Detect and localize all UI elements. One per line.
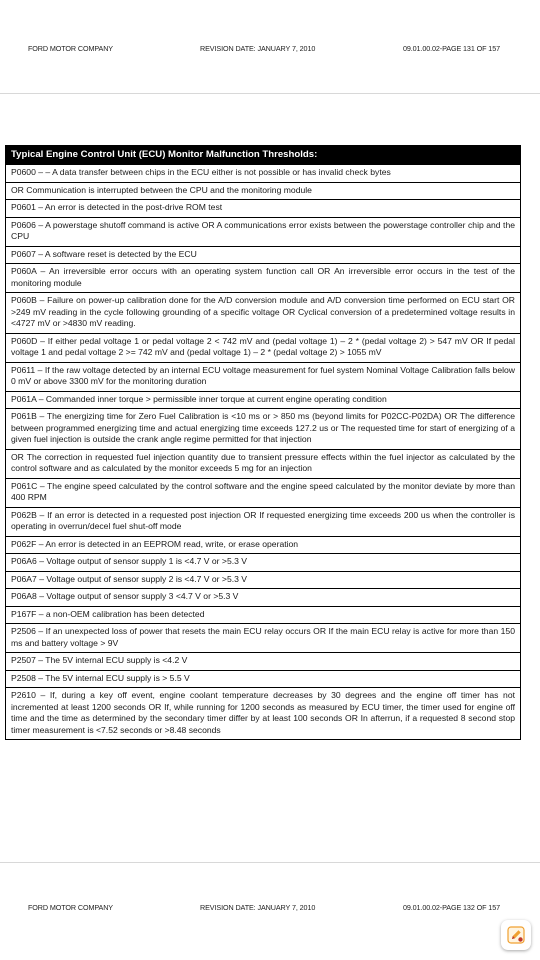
table-row: P0611 – If the raw voltage detected by an internal ECU voltage measurement for fuel system Nominal Voltage Calibration falls below 0 mV or above 3300 mV for the monitoring duration xyxy=(6,362,520,391)
table-row: P061C – The engine speed calculated by the control software and the engine speed calculated by the monitor deviate by more than 400 RPM xyxy=(6,478,520,507)
table-row: P0606 – A powerstage shutoff command is active OR A communications error exists between the powerstage controller chip and the CPU xyxy=(6,217,520,246)
table-row: P060D – If either pedal voltage 1 or pedal voltage 2 < 742 mV and (pedal voltage 1) – 2 * (pedal voltage 2) > 547 mV OR If pedal voltage 1 and pedal voltage 2 >= 742 mV and (pedal voltage 1) – 2 * (pedal voltage 2) > 1055 mV xyxy=(6,333,520,362)
table-row: P167F – a non-OEM calibration has been detected xyxy=(6,606,520,624)
table-row: P060B – Failure on power-up calibration done for the A/D conversion module and A/D conversion time performed on ECU start OR >249 mV reading in the cycle following grounding of a specific voltage OR Cyclical conversion of a predetermined voltage results in <4727 mV or >4830 mV reading. xyxy=(6,292,520,333)
page-separator-top xyxy=(0,93,540,94)
table-row: P061A – Commanded inner torque > permissible inner torque at current engine operating condition xyxy=(6,391,520,409)
header-page-number: 09.01.00.02-PAGE 131 OF 157 xyxy=(402,44,500,53)
table-row: P061B – The energizing time for Zero Fuel Calibration is <10 ms or > 850 ms (beyond limits for P02CC-P02DA) OR The difference between programmed energizing time and actual energizing time exceeds 127.2 us or The requested time for start of energizing of a given fuel injection is outside the crank angle regime permitted for that injection xyxy=(6,408,520,449)
table-row: P0607 – A software reset is detected by the ECU xyxy=(6,246,520,264)
table-row: P06A8 – Voltage output of sensor supply 3 <4.7 V or >5.3 V xyxy=(6,588,520,606)
header-company: FORD MOTOR COMPANY xyxy=(28,44,113,53)
table-row: OR Communication is interrupted between the CPU and the monitoring module xyxy=(6,182,520,200)
header-revision-date: REVISION DATE: JANUARY 7, 2010 xyxy=(200,44,316,53)
table-row: P2507 – The 5V internal ECU supply is <4.2 V xyxy=(6,652,520,670)
footer-company: FORD MOTOR COMPANY xyxy=(28,903,113,912)
table-row: OR The correction in requested fuel injection quantity due to transient pressure effects within the fuel injector as calculated by the control software and as calculated by the monitor exceeds 5 mg for an injection xyxy=(6,449,520,478)
table-row: P062F – An error is detected in an EEPROM read, write, or erase operation xyxy=(6,536,520,554)
table-row: P06A6 – Voltage output of sensor supply 1 is <4.7 V or >5.3 V xyxy=(6,553,520,571)
footer-revision-date: REVISION DATE: JANUARY 7, 2010 xyxy=(200,903,316,912)
table-row: P06A7 – Voltage output of sensor supply 2 is <4.7 V or >5.3 V xyxy=(6,571,520,589)
table-row: P060A – An irreversible error occurs with an operating system function call OR An irreversible error occurs in the test of the monitoring module xyxy=(6,263,520,292)
table-title: Typical Engine Control Unit (ECU) Monitor Malfunction Thresholds: xyxy=(6,146,520,164)
edit-pencil-icon xyxy=(506,925,526,945)
table-row: P2508 – The 5V internal ECU supply is > 5.5 V xyxy=(6,670,520,688)
table-row: P2506 – If an unexpected loss of power that resets the main ECU relay occurs OR If the main ECU relay is active for more than 150 ms and battery voltage > 9V xyxy=(6,623,520,652)
table-row: P062B – If an error is detected in a requested post injection OR If requested energizing time exceeds 200 us when the controller is operating in overrun/decel fuel shut-off mode xyxy=(6,507,520,536)
edit-button[interactable] xyxy=(501,920,531,950)
table-row: P0601 – An error is detected in the post-drive ROM test xyxy=(6,199,520,217)
malfunction-thresholds-table xyxy=(5,145,521,740)
table-rows xyxy=(6,164,520,739)
table-row: P2610 – If, during a key off event, engine coolant temperature decreases by 30 degrees and the engine off timer has not incremented at least 1200 seconds OR If, while running for 1200 seconds as measured by ECU timer, the timer used for engine off time and the time as determined by the secondary timer differ by at least 100 seconds OR In afterrun, if a requested 8 second stop timer measurement is <7.52 seconds or >8.48 seconds xyxy=(6,687,520,739)
footer-page-number: 09.01.00.02-PAGE 132 OF 157 xyxy=(402,903,500,912)
table-row: P0600 – – A data transfer between chips in the ECU either is not possible or has invalid check bytes xyxy=(6,164,520,182)
page-separator-bottom xyxy=(0,862,540,863)
